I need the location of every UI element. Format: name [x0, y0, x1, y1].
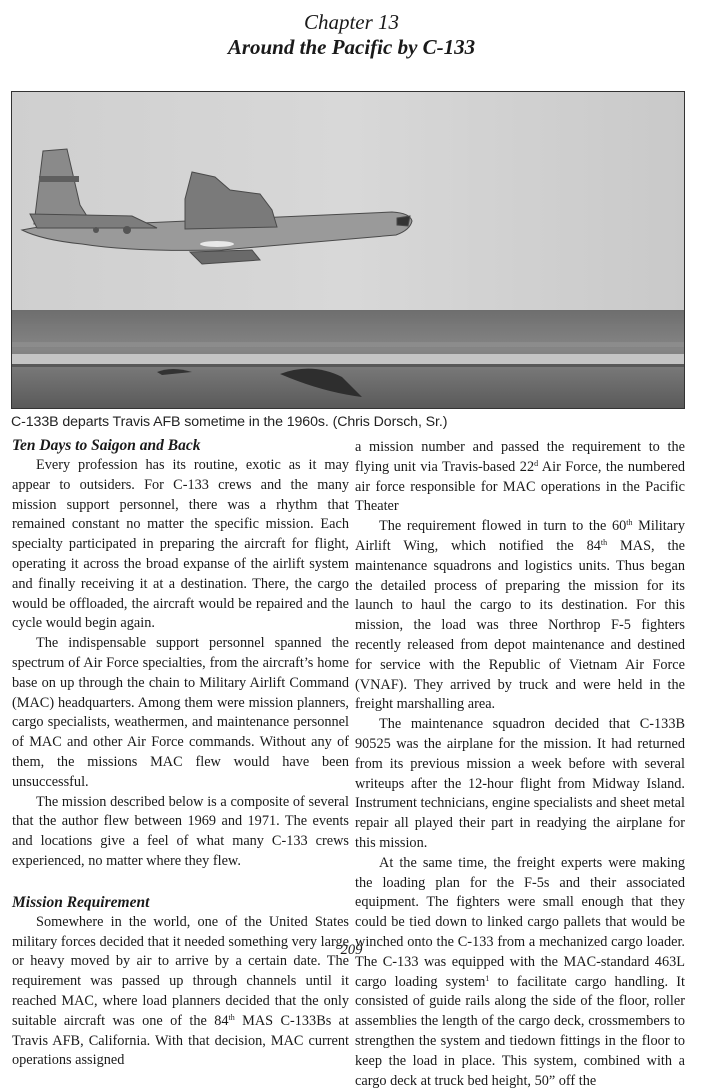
superscript: th	[600, 537, 608, 547]
text-run: to facilitate cargo handling. It consisted of guide rails along the side of the floor, roller assemblies the length of the cargo deck, crossmembers to strengthen the system and tiedown fittings in the floor to keep the load in place. This system, combined with a cargo deck at truck bed height, 50” off the	[355, 973, 685, 1089]
paragraph	[355, 517, 685, 715]
paragraph: The mission described below is a composite of several that the author flew between 1969 and 1971. The events and locations give a feel of what many C-133 crews experienced, no matter where they flew.	[12, 793, 349, 869]
superscript: th	[228, 1012, 235, 1022]
page-number: 209	[340, 942, 363, 958]
paragraph: The indispensable support personnel spanned the spectrum of Air Force specialties, from the aircraft’s home base on up through the chain to Military Airlift Command (MAC) headquarters. Among them were mission planners, cargo specialists, weathermen, and maintenance personnel of MAC and other Air Force commands. Without any of them, the missions MAC flew would have been unsuccessful.	[12, 635, 349, 790]
right-column	[355, 438, 685, 1091]
section-heading: Ten Days to Saigon and Back	[12, 437, 201, 454]
text-run: At the same time, the freight experts were making the loading plan for the F-5s and their associated equipment. The fighters were small enough that they could be tied down to linked cargo pallets that would be winched onto the C-133 from a mechanized cargo loader. The C-133 was equipped with the MAC-standard 463L cargo loading system	[355, 854, 685, 990]
paragraph: The maintenance squadron decided that C-133B 90525 was the airplane for the mission. It had returned from its previous mission a week before with several writeups after the 12-hour flight from Midway Island. Instrument technicians, engine specialists and sheet metal repair all played their part in readying the airplane for this mission.	[355, 716, 685, 851]
chapter-title: Around the Pacific by C-133	[227, 35, 476, 59]
superscript: th	[626, 518, 633, 528]
paragraph: Every profession has its routine, exotic as it may appear to outsiders. For C-133 crews and the many mission support personnel, there was a rhythm that remained constant no matter the specific mission. Each specialty participated in preparing the aircraft for flight, operating it across the broad expanse of the airlift system and finally receiving it at a destination. There, the cargo would be offloaded, the aircraft would be repaired and the cycle would begin again.	[12, 457, 349, 632]
left-column	[12, 436, 349, 1071]
footnote-marker: 1	[485, 973, 490, 983]
paragraph	[12, 913, 349, 1071]
paragraph	[355, 438, 685, 517]
text-run: Military Airlift Wing, which notified the 84	[355, 518, 685, 554]
text-run: MAS C-133Bs at Travis AFB, California. With that decision, MAC current operations assigned	[12, 1012, 349, 1069]
text-run: The requirement flowed in turn to the 60	[379, 518, 627, 535]
text-run: Air Force, the numbered air force responsible for MAC operations in the Pacific Theater	[355, 458, 686, 515]
nose-cone	[397, 216, 410, 226]
photo-graphic	[12, 92, 684, 408]
text-run: a mission number and passed the requirement to the flying unit via Travis-based 22	[355, 439, 685, 475]
sky	[12, 92, 684, 314]
text-run: MAS, the maintenance squadrons and logistics units. Thus began the detailed process of preparing the mission for its launch to haul the cargo to its destination. For this mission, the load was three Northrop F-5 fighters recently released from depot maintenance and destined for service with the Republic of Vietnam Air Force (VNAF). They arrived by truck and were held in the freight marshalling area.	[355, 537, 685, 713]
insignia	[123, 226, 131, 234]
aircraft-photo	[11, 91, 685, 409]
superscript: d	[534, 458, 539, 468]
chapter-number: Chapter 13	[303, 10, 400, 34]
photo-caption: C-133B departs Travis AFB sometime in the 1960s. (Chris Dorsch, Sr.)	[11, 414, 448, 430]
paragraph	[355, 854, 685, 1091]
runway	[12, 354, 684, 364]
section-heading: Mission Requirement	[12, 893, 150, 911]
text-run: Somewhere in the world, one of the United States military forces decided that it needed something very large or heavy moved by air to arrive by a certain date. The requirement was passed up through channels until it reached MAC, where load planners decided that the only suitable aircraft was one of the 84	[12, 913, 349, 1029]
